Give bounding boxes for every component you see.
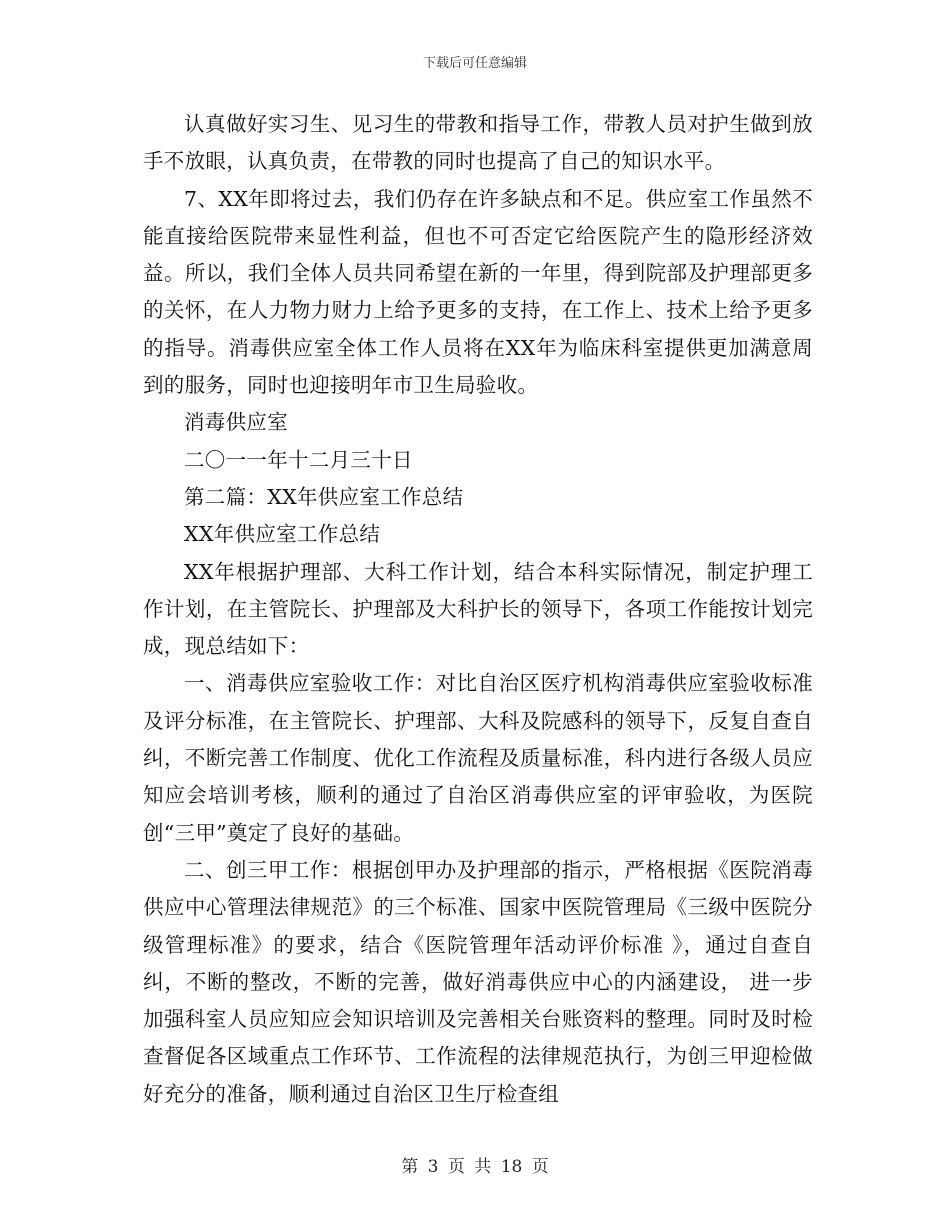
signature-date: 二〇一一年十二月三十日 xyxy=(184,447,413,472)
paragraph-three-a-work: 二、创三甲工作：根据创甲办及护理部的指示，严格根据《医院消毒供应中心管理法律规范》的三个标准、国家中医院管理局《三级中医院分级管理标准》的要求，结合《医院管理年活动评价标准 》，通过自查自纠，不断的整改，不断的完善，做好消毒供应中心的内涵建设， 进一步加强科室人员应知应会知识培训及完善相关台账资料的整理。同时及时检查督促各区域重点工作环节、工作流程的法律规范执行，为创三甲迎检做好充分的准备，顺利通过自治区卫生厅检查组 xyxy=(143,857,813,1106)
signature-department: 消毒供应室 xyxy=(184,410,288,435)
paragraph-teaching: 认真做好实习生、见习生的带教和指导工作，带教人员对护生做到放手不放眼，认真负责，在带教的同时也提高了自己的知识水平。 xyxy=(143,112,813,174)
paragraph-item-7: 7、XX年即将过去，我们仍存在许多缺点和不足。供应室工作虽然不能直接给医院带来显性利益，但也不可否定它给医院产生的隐形经济效益。所以，我们全体人员共同希望在新的一年里，得到院部及护理部更多的关怀，在人力物力财力上给予更多的支持，在工作上、技术上给予更多的指导。消毒供应室全体工作人员将在XX年为临床科室提供更加满意周到的服务，同时也迎接明年市卫生局验收。 xyxy=(143,186,813,398)
document-body xyxy=(143,106,813,1113)
section-title: XX年供应室工作总结 xyxy=(184,522,381,547)
page-footer: 第 3 页 共 18 页 xyxy=(401,1157,549,1177)
page-header: 下载后可任意编辑 xyxy=(422,56,527,71)
section-heading: 第二篇：XX年供应室工作总结 xyxy=(184,484,464,509)
paragraph-intro: XX年根据护理部、大科工作计划，结合本科实际情况，制定护理工作计划，在主管院长、护理部及大科护长的领导下，各项工作能按计划完成，现总结如下： xyxy=(143,559,813,659)
paragraph-acceptance-work: 一、消毒供应室验收工作：对比自治区医疗机构消毒供应室验收标准及评分标准，在主管院长、护理部、大科及院感科的领导下，反复自查自纠，不断完善工作制度、优化工作流程及质量标准，科内进行各级人员应知应会培训考核，顺利的通过了自治区消毒供应室的评审验收，为医院创“三甲”奠定了良好的基础。 xyxy=(143,671,813,845)
